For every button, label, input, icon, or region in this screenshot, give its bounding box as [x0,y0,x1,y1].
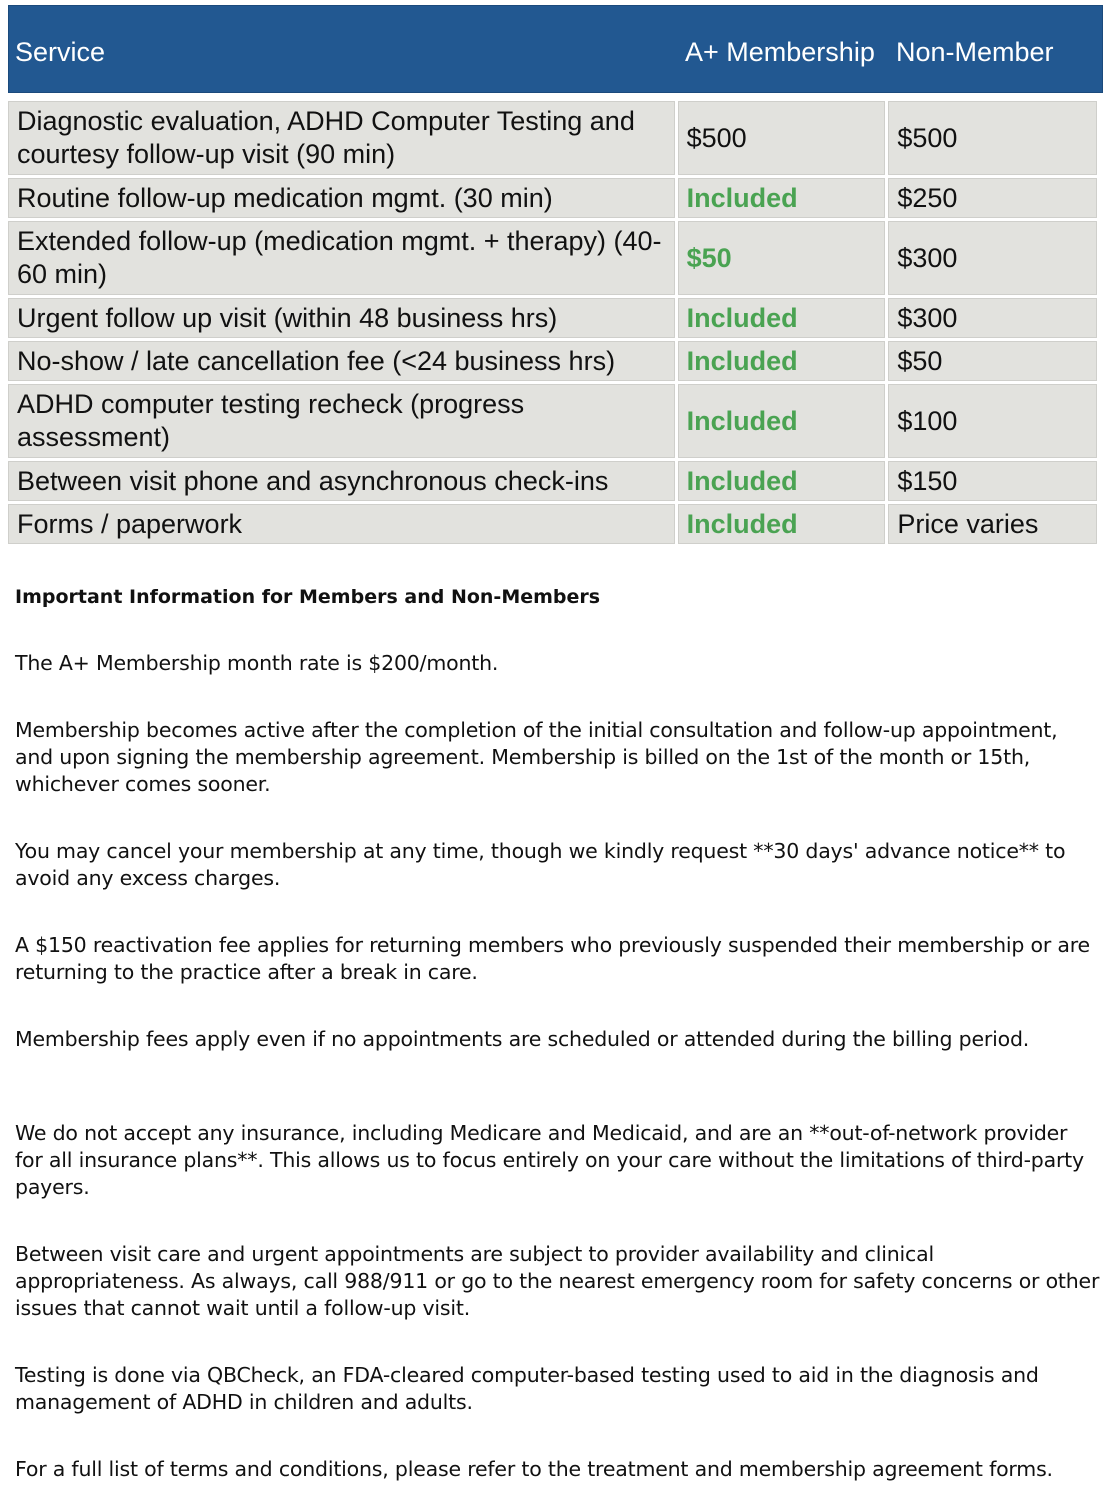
service-cell: Routine follow-up medication mgmt. (30 min) [8,178,675,218]
info-paragraph: Between visit care and urgent appointments are subject to provider availability and clinical appropriateness. As always, call 988/911 or go to the nearest emergency room for safety concerns or other issues that cannot wait until a follow-up visit. [15,1242,1100,1320]
info-paragraph: A $150 reactivation fee applies for returning members who previously suspended their membership or are returning to the practice after a break in care. [15,933,1090,984]
service-cell: Diagnostic evaluation, ADHD Computer Testing and courtesy follow-up visit (90 min) [8,101,675,175]
non-member-price-cell: Price varies [888,504,1097,544]
pricing-table-section [8,5,1103,539]
non-member-price-cell: $300 [888,298,1097,338]
member-price-cell: Included [678,178,886,218]
non-member-price-cell: $50 [888,341,1097,381]
table-row [8,384,1097,458]
service-cell: Between visit phone and asynchronous check-ins [8,461,675,501]
member-price-cell: Included [678,504,886,544]
table-row [8,298,1097,338]
important-info-section [15,584,1100,1481]
table-row [8,101,1097,175]
table-row [8,221,1097,295]
header-non-member: Non-Member [896,37,1054,67]
table-row [8,504,1097,544]
service-cell: Extended follow-up (medication mgmt. + therapy) (40-60 min) [8,221,675,295]
service-cell: Forms / paperwork [8,504,675,544]
info-paragraph: You may cancel your membership at any time, though we kindly request **30 days' advance notice** to avoid any excess charges. [15,839,1066,890]
member-price-cell: Included [678,461,886,501]
non-member-price-cell: $300 [888,221,1097,295]
non-member-price-cell: $250 [888,178,1097,218]
member-price-cell: Included [678,298,886,338]
member-price-cell: $50 [678,221,886,295]
info-paragraph: The A+ Membership month rate is $200/month. [15,651,499,675]
non-member-price-cell: $150 [888,461,1097,501]
member-price-cell: $500 [678,101,886,175]
pricing-table [5,98,1100,547]
non-member-price-cell: $500 [888,101,1097,175]
member-price-cell: Included [678,384,886,458]
header-membership: A+ Membership [685,37,875,67]
non-member-price-cell: $100 [888,384,1097,458]
member-price-cell: Included [678,341,886,381]
table-row [8,461,1097,501]
table-row [8,341,1097,381]
info-title: Important Information for Members and Non-Members [15,586,601,608]
table-row [8,178,1097,218]
table-header [8,5,1103,93]
info-paragraph: Membership becomes active after the completion of the initial consultation and follow-up appointment, and upon signing the membership agreement. Membership is billed on the 1st of the month or 15th, whichever comes sooner. [15,718,1058,796]
info-paragraph: For a full list of terms and conditions, please refer to the treatment and membership agreement forms. [15,1457,1053,1481]
info-paragraph: We do not accept any insurance, including Medicare and Medicaid, and are an **out-of-network provider for all insurance plans**. This allows us to focus entirely on your care without the limitations of third-party payers. [15,1121,1084,1199]
info-paragraph: Membership fees apply even if no appointments are scheduled or attended during the billing period. [15,1027,1030,1051]
service-cell: ADHD computer testing recheck (progress assessment) [8,384,675,458]
info-paragraph: Testing is done via QBCheck, an FDA-cleared computer-based testing used to aid in the diagnosis and management of ADHD in children and adults. [15,1363,1039,1414]
service-cell: No-show / late cancellation fee (<24 business hrs) [8,341,675,381]
header-service: Service [15,37,106,67]
service-cell: Urgent follow up visit (within 48 business hrs) [8,298,675,338]
